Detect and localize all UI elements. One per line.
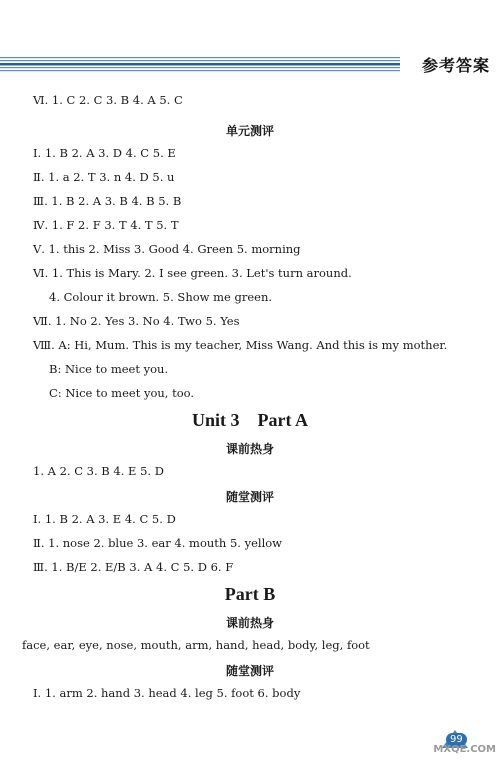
answer-line: Ⅳ. 1. F 2. F 3. T 4. T 5. T [33,218,179,232]
part-a-title: Part A [257,410,308,430]
header-stripes [0,55,400,75]
answer-line: Ⅰ. 1. B 2. A 3. E 4. C 5. D [33,512,176,526]
answer-line: Ⅲ. 1. B 2. A 3. B 4. B 5. B [33,194,182,208]
unit-title: Unit 3 [192,410,240,430]
answer-line: C: Nice to meet you, too. [49,386,195,400]
answer-line: face, ear, eye, nose, mouth, arm, hand, head, body, leg, foot [22,638,370,652]
answer-line: Ⅲ. 1. B/E 2. E/B 3. A 4. C 5. D 6. F [33,560,234,574]
section-heading-warmup-b: 课前热身 [225,616,274,630]
answer-line: Ⅷ. A: Hi, Mum. This is my teacher, Miss Wang. And this is my mother. [33,338,448,352]
watermark: MXQE.COM [433,744,496,755]
answer-line: 4. Colour it brown. 5. Show me green. [49,290,273,304]
section-heading-class-test-b: 随堂测评 [225,664,274,678]
answer-line: Ⅵ. 1. C 2. C 3. B 4. A 5. C [33,93,183,107]
page-header [0,0,500,90]
answer-line: Ⅰ. 1. arm 2. hand 3. head 4. leg 5. foot 6. body [33,686,301,700]
answer-line: B: Nice to meet you. [49,362,169,376]
unit-heading [0,410,500,431]
section-heading-warmup-a: 课前热身 [225,442,274,456]
answer-line: Ⅵ. 1. This is Mary. 2. I see green. 3. Let's turn around. [33,266,352,280]
answer-line: Ⅴ. 1. this 2. Miss 3. Good 4. Green 5. morning [33,242,301,256]
part-b-heading: Part B [224,584,276,604]
answer-line: Ⅶ. 1. No 2. Yes 3. No 4. Two 5. Yes [33,314,240,328]
answer-line: Ⅰ. 1. B 2. A 3. D 4. C 5. E [33,146,176,160]
section-heading-class-test-a: 随堂测评 [225,490,274,504]
answer-line: Ⅱ. 1. a 2. T 3. n 4. D 5. u [33,170,175,184]
page-number: 99 [446,733,467,746]
header-title: 参考答案 [420,53,492,76]
answer-line: 1. A 2. C 3. B 4. E 5. D [33,464,164,478]
section-heading-unit-test: 单元测评 [225,124,274,138]
answer-line: Ⅱ. 1. nose 2. blue 3. ear 4. mouth 5. yellow [33,536,283,550]
